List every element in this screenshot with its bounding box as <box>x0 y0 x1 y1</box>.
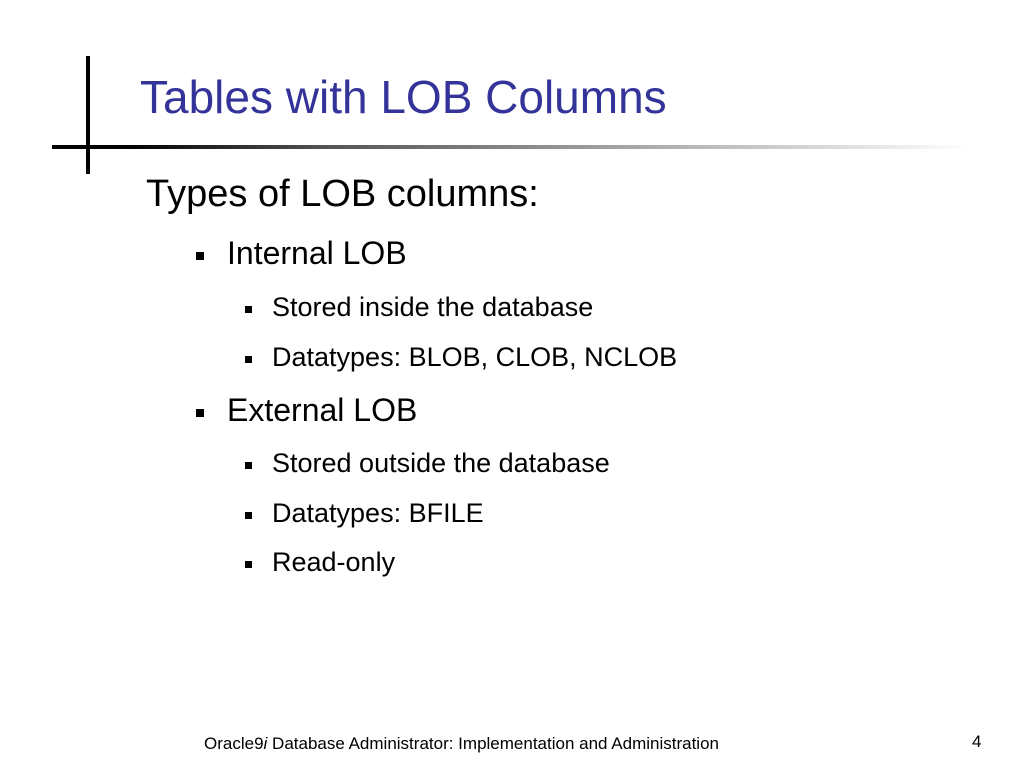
sub-bullet <box>245 291 593 323</box>
footer-course: Database Administrator: Implementation and Administration <box>267 734 719 753</box>
sub-bullet <box>245 497 484 529</box>
footer-product-italic: i <box>263 734 268 753</box>
slide-footer <box>0 730 1010 760</box>
bullet-label: Internal LOB <box>227 235 407 271</box>
body-heading: Types of LOB columns: <box>146 173 539 215</box>
slide-number: 4 <box>972 732 982 751</box>
sub-bullet-text: Datatypes: BFILE <box>272 498 484 528</box>
square-bullet-icon <box>245 462 252 469</box>
sub-bullet <box>245 447 610 479</box>
sub-bullet <box>245 341 677 373</box>
sub-bullet-text: Stored inside the database <box>272 292 594 322</box>
footer-product: Oracle9 <box>204 734 264 753</box>
bullet-external-lob <box>196 391 417 429</box>
square-bullet-icon <box>196 409 204 417</box>
sub-bullet-text: Stored outside the database <box>272 448 610 478</box>
slide-title: Tables with LOB Columns <box>140 71 667 123</box>
square-bullet-icon <box>245 306 252 313</box>
footer-course-title <box>204 734 719 754</box>
sub-bullet <box>245 546 395 578</box>
square-bullet-icon <box>196 252 204 260</box>
square-bullet-icon <box>245 561 252 568</box>
sub-bullet-text: Read-only <box>272 547 396 577</box>
bullet-internal-lob <box>196 234 407 272</box>
sub-bullet-text: Datatypes: BLOB, CLOB, NCLOB <box>272 342 678 372</box>
bullet-label: External LOB <box>227 392 418 428</box>
square-bullet-icon <box>245 356 252 363</box>
square-bullet-icon <box>245 512 252 519</box>
